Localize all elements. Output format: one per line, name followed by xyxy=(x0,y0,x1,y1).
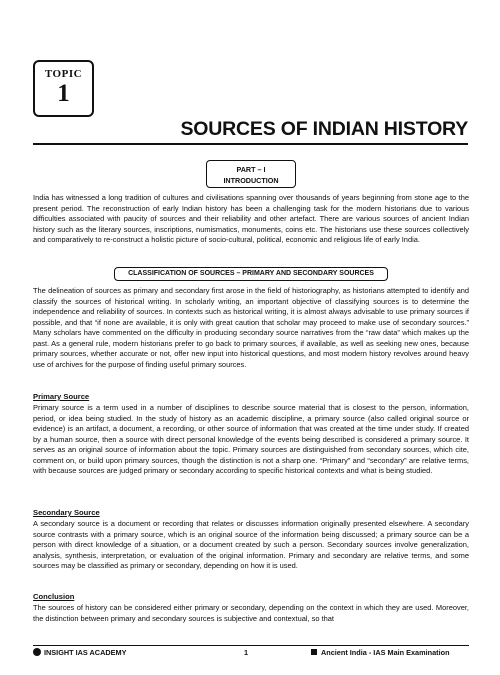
conclusion-text: The sources of history can be considered either primary or secondary, depending on the context in which they are used. Moreover, the distinction between primary and secondary sources is subjective and contextual, so that xyxy=(33,603,469,623)
conclusion-heading: Conclusion xyxy=(33,592,75,601)
topic-number: 1 xyxy=(57,80,70,107)
intro-paragraph xyxy=(33,193,469,246)
square-bullet-icon xyxy=(311,649,317,655)
primary-source-heading: Primary Source xyxy=(33,392,90,401)
secondary-source-text: A secondary source is a document or recording that relates or discusses information originally presented elsewhere. A secondary source contrasts with a primary source, which is an original source of the information being discussed; a primary source can be a person with direct knowledge of a situation, or a document created by such a person. Secondary sources involve generalization, analysis, synthesis, interpretation, or evaluation of the original information. Primary and secondary are relative terms, and some sources may be classified as primary or secondary, depending on how it is used. xyxy=(33,519,469,570)
footer-book-title xyxy=(311,648,450,658)
secondary-source-heading: Secondary Source xyxy=(33,508,100,517)
academy-logo-icon xyxy=(33,648,41,656)
primary-source-text: Primary source is a term used in a number of disciplines to describe source material that is closest to the person, information, period, or idea being studied. In the study of history as an academic discipline, a primary source (also called original source or evidence) is an artifact, a document, a recording, or other source of information that was created at the time under study. If created by a human source, then a source with direct personal knowledge of the events being described is considered a primary source. It serves as an original source of information about the topic. Primary sources are distinguished from secondary sources, which cite, comment on, or build upon primary sources, though the distinction is not a sharp one. “Primary” and “secondary” are relative terms, with because sources are judged primary or secondary according to specific historical contexts and what is being studied. xyxy=(33,403,469,475)
footer-book-title-text: Ancient India - IAS Main Examination xyxy=(321,648,450,657)
classification-heading: CLASSIFICATION OF SOURCES – PRIMARY AND SECONDARY SOURCES xyxy=(114,267,388,281)
part-label: PART – I xyxy=(236,165,266,174)
title-underline xyxy=(33,143,468,145)
classification-paragraph xyxy=(33,286,469,370)
part-box xyxy=(206,160,296,188)
footer-publisher xyxy=(33,648,126,658)
intro-text: India has witnessed a long tradition of cultures and civilisations spanning over thousands of years beginning from stone age to the present period. The reconstruction of early Indian history has been a challenging task for the modern historians due to various difficulties associated with paucity of sources and their reliability and other artefact. There are various sources of ancient Indian history such as the literary sources, inscriptions, numismatics, monuments, coins etc. The historians use these sources collectively and comparatively to re-construct a holistic picture of socio-cultural, political, economic and religious life of early India. xyxy=(33,193,469,244)
page-number: 1 xyxy=(244,648,249,657)
page-title: SOURCES OF INDIAN HISTORY xyxy=(180,118,468,140)
part-title: INTRODUCTION xyxy=(223,176,279,185)
footer-divider xyxy=(33,645,469,646)
footer-publisher-text: INSIGHT IAS ACADEMY xyxy=(44,648,127,657)
primary-source-paragraph xyxy=(33,403,469,477)
topic-box xyxy=(33,60,94,117)
conclusion-paragraph xyxy=(33,603,469,624)
secondary-source-paragraph xyxy=(33,519,469,572)
topic-label: TOPIC xyxy=(44,68,83,80)
classification-text: The delineation of sources as primary and secondary first arose in the field of historiography, as historians attempted to identify and classify the sources of historical writing. In scholarly writing, an important objective of classifying sources is to determine the independence and reliability of sources. In contexts such as historical writing, it is almost always advisable to use primary sources if possible, and that “if none are available, it is only with great caution that scholar may proceed to make use of secondary sources.” Many scholars have commented on the difficulty in producing secondary source narratives from the “raw data” which makes up the past. As a general rule, modern historians prefer to go back to primary sources, if available, as well as seeking new ones, because primary sources, whether accurate or not, offer new input into historical questions, and most modern history revolves around heavy use of archives for the purpose of finding useful primary sources. xyxy=(33,286,469,369)
